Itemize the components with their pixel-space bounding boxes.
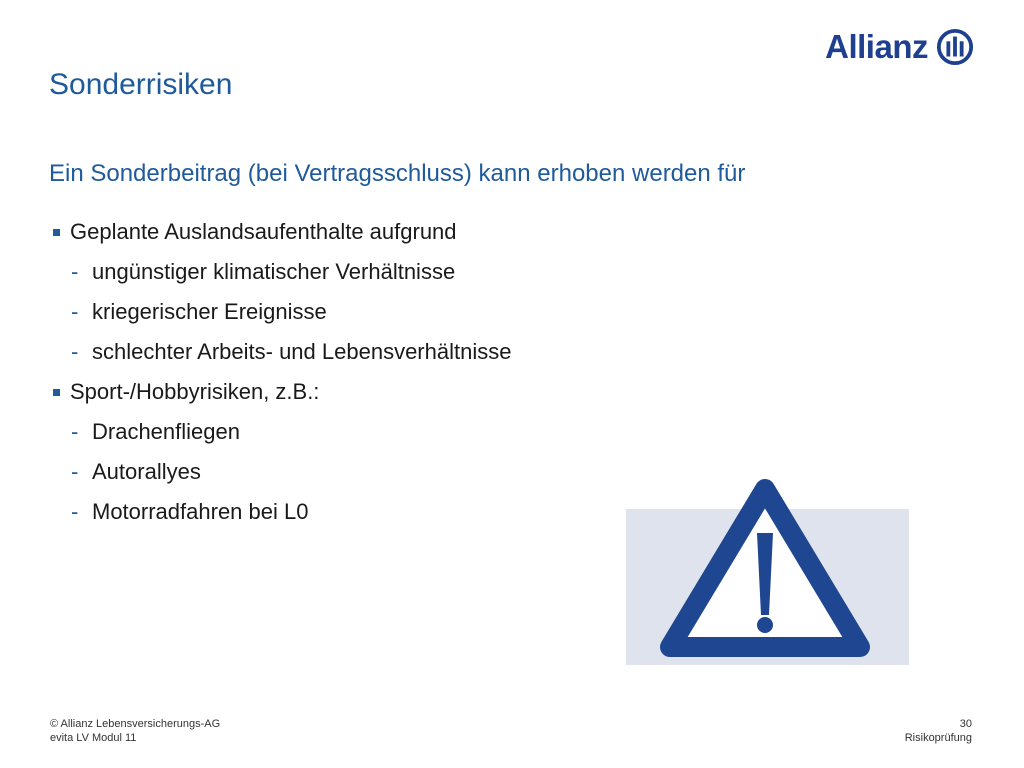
slide-subtitle: Ein Sonderbeitrag (bei Vertragsschluss) kann erhoben werden für [49,160,746,187]
sub-bullet-item [50,332,511,372]
bullet-text: ungünstiger klimatischer Verhältnisse [92,259,456,284]
exclamation-dot [757,617,773,633]
footer-left [50,717,220,745]
bullet-text: schlechter Arbeits- und Lebensverhältnisse [92,339,512,364]
dash-marker: - [71,499,79,524]
bullet-text: Autorallyes [92,459,201,484]
bullet-text: Sport-/Hobbyrisiken, z.B.: [70,379,320,404]
allianz-eagle-mark-icon [936,28,974,66]
dash-marker: - [71,419,79,444]
square-bullet-icon [53,229,60,236]
footer-copyright: © Allianz Lebensversicherungs-AG [50,718,221,730]
footer-module: evita LV Modul 11 [50,732,137,744]
page-title: Sonderrisiken [49,68,233,101]
dash-marker: - [71,459,79,484]
bullet-text: Motorradfahren bei L0 [92,499,309,524]
bullet-list [50,212,511,532]
bullet-text: Geplante Auslandsaufenthalte aufgrund [70,219,457,244]
dash-marker: - [71,259,79,284]
allianz-logo [825,28,974,66]
sub-bullet-item [50,412,511,452]
dash-marker: - [71,339,79,364]
bullet-item [50,372,511,412]
bullet-text: Drachenfliegen [92,419,240,444]
footer-right [905,717,972,745]
square-bullet-icon [53,389,60,396]
sub-bullet-item [50,492,511,532]
bullet-text: kriegerischer Ereignisse [92,299,327,324]
logo-wordmark: Allianz [825,28,928,65]
dash-marker: - [71,299,79,324]
warning-triangle-icon [660,475,870,660]
footer-section: Risikoprüfung [904,732,972,744]
sub-bullet-item [50,452,511,492]
sub-bullet-item [50,252,511,292]
sub-bullet-item [50,292,511,332]
footer-page-number: 30 [959,718,972,730]
bullet-item [50,212,511,252]
